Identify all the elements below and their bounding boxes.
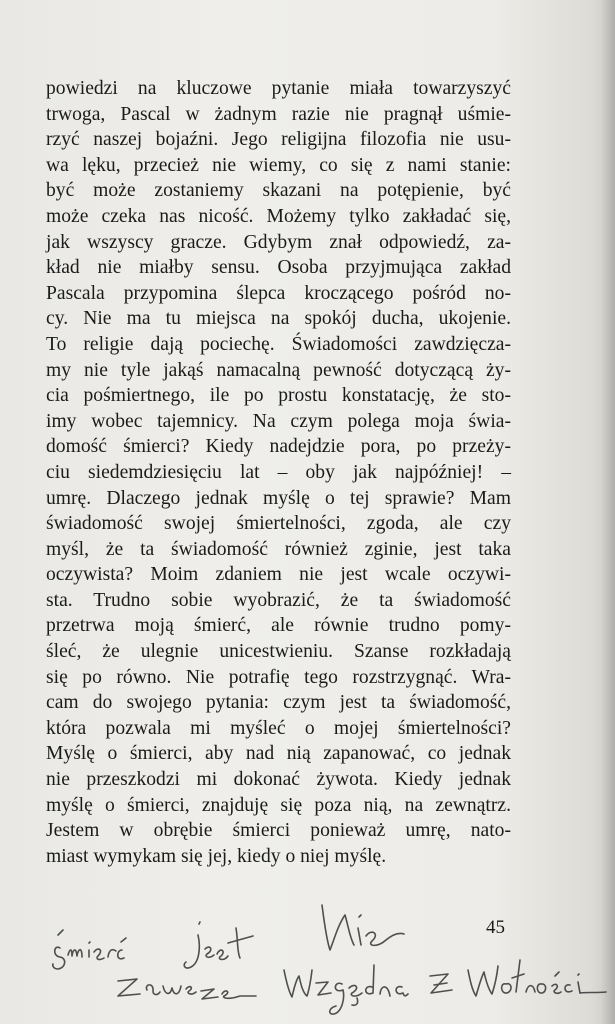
text-line: Jestem w obrębie śmierci ponieważ umrę, nato- — [46, 820, 511, 842]
handwritten-word-z — [430, 974, 452, 993]
text-line: jak wszyscy gracze. Gdybym znał odpowiedź, za- — [46, 231, 511, 253]
text-line: nie przeszkodzi mi dokonać żywota. Kiedy jednak — [46, 769, 511, 791]
text-line: Pascala przypomina ślepca kroczącego pośród no- — [46, 282, 511, 304]
text-line: się po równo. Nie potrafię tego rozstrzygnąć. Wra- — [46, 666, 511, 688]
text-line: cam do swojego pytania: czym jest ta świadomość, — [46, 692, 511, 714]
handwritten-word-nie — [322, 905, 404, 950]
text-line: my nie tyle jakąś namacalną pewność dotyczącą ży- — [46, 359, 511, 381]
text-line: domość śmierci? Kiedy nadejdzie pora, po przeży- — [46, 436, 511, 458]
page-number: 45 — [486, 917, 505, 938]
text-line: powiedzi na kluczowe pytanie miała towarzyszyć — [46, 78, 511, 99]
handwritten-word-jest — [184, 922, 253, 968]
text-line: myśl, że ta świadomość również zginie, jest taka — [46, 538, 511, 560]
text-line: miast wymykam się jej, kiedy o niej myślę. — [46, 845, 387, 867]
text-line: kład nie miałby sensu. Osoba przyjmująca zakład — [46, 257, 511, 279]
text-line: trwoga, Pascal w żadnym razie nie pragnął uśmie- — [46, 103, 511, 125]
handwritten-word-wolnosci — [468, 960, 606, 996]
text-line: umrę. Dlaczego jednak myślę o tej sprawie? Mam — [46, 487, 511, 509]
text-line: imy wobec tajemnicy. Na czym polega moja świa- — [46, 410, 511, 432]
text-line: która pozwala mi myśleć o mojej śmiertelności? — [46, 717, 511, 739]
handwritten-word-zawsze — [118, 979, 256, 999]
text-line: śleć, że ulegnie unicestwieniu. Szanse rozkładają — [46, 641, 511, 663]
handwritten-word-wzgledna — [284, 965, 408, 1014]
text-line: być może zostaniemy skazani na potępienie, być — [46, 180, 511, 202]
text-line: cy. Nie ma tu miejsca na spokój ducha, ukojenie. — [46, 308, 511, 330]
text-line: myślę o śmierci, znajduję się poza nią, na zewnątrz. — [46, 794, 511, 816]
text-line: przetrwa moją śmierć, ale równie trudno pomy- — [46, 615, 511, 637]
text-line: rzyć naszej bojaźni. Jego religijna filozofia nie usu- — [46, 129, 511, 151]
text-line: może czeka nas nicość. Możemy tylko zakładać się, — [46, 205, 511, 227]
text-line: Myślę o śmierci, aby nad nią zapanować, co jednak — [46, 743, 511, 765]
text-line: sta. Trudno sobie wyobrazić, że ta świadomość — [46, 589, 511, 611]
text-line: ciu siedemdziesięciu lat – oby jak najpóźniej! – — [46, 461, 511, 483]
handwritten-word-smierc — [53, 930, 126, 969]
text-line: wa lęku, przecież nie wiemy, co się z nami stanie: — [46, 154, 511, 176]
text-line: To religie dają pociechę. Świadomości zawdzięcza- — [46, 333, 511, 355]
text-line: oczywista? Moim zdaniem nie jest wcale oczywi- — [46, 564, 511, 586]
text-line: świadomość swojej śmiertelności, zgoda, ale czy — [46, 513, 511, 535]
text-line: cia pośmiertnego, ile po prostu konstatację, że sto- — [46, 385, 511, 407]
